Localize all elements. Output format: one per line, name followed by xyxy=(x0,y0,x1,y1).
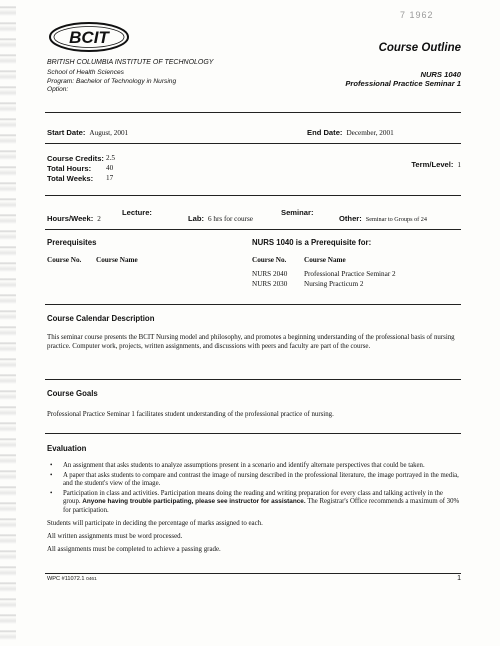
course-credits-value: 2.5 xyxy=(106,154,115,162)
list-item xyxy=(47,490,461,516)
divider xyxy=(45,112,461,113)
postreq-col-course-name: Course Name xyxy=(304,256,346,264)
divider xyxy=(45,379,461,380)
logo-text: BCIT xyxy=(69,28,109,47)
prereq-col-course-no: Course No. xyxy=(47,256,82,264)
other-label: Other: xyxy=(339,214,362,223)
prereq-col-course-name: Course Name xyxy=(96,256,138,264)
evaluation-title: Evaluation xyxy=(47,444,87,453)
hours-row xyxy=(47,208,101,226)
calendar-description-text: This seminar course presents the BCIT Nursing model and philosophy, and promotes a beginning understanding of the professional basis of nursing practice. Computer work, projects, written assignments, and discussions with peers and faculty are part of the course. xyxy=(47,334,455,350)
page-number: 1 xyxy=(457,575,461,582)
postreq-row-course-no: NURS 2030 xyxy=(252,280,288,288)
other-value: Seminar to Groups of 24 xyxy=(365,216,427,223)
seminar-label: Seminar: xyxy=(281,208,314,217)
form-code-sub: 0461 xyxy=(86,577,97,582)
school-name: School of Health Sciences xyxy=(47,69,124,76)
start-date xyxy=(47,122,128,140)
lab-value: 6 hrs for course xyxy=(208,215,253,223)
end-date xyxy=(307,122,394,140)
start-date-value: August, 2001 xyxy=(89,129,129,137)
lab-field xyxy=(188,208,253,226)
list-item xyxy=(47,462,461,471)
evaluation-item-text: A paper that asks students to compare and contrast the image of nursing described in the professional literature, the image portrayed in the media, and the student's view of the image. xyxy=(63,471,459,488)
postreq-col-course-no: Course No. xyxy=(252,256,287,264)
end-date-value: December, 2001 xyxy=(346,129,394,137)
lab-label: Lab: xyxy=(188,214,205,223)
postreq-row-course-name: Professional Practice Seminar 2 xyxy=(304,270,396,278)
list-item xyxy=(47,472,461,489)
course-code: NURS 1040 xyxy=(420,70,461,79)
divider xyxy=(45,229,461,230)
document-title: Course Outline xyxy=(378,42,461,54)
end-date-label: End Date: xyxy=(307,128,343,137)
calendar-description-title: Course Calendar Description xyxy=(47,314,155,323)
evaluation-note: All written assignments must be word processed. xyxy=(47,532,183,540)
evaluation-note: Students will participate in deciding the percentage of marks assigned to each. xyxy=(47,519,263,527)
prerequisites-title: Prerequisites xyxy=(47,238,97,247)
divider xyxy=(45,195,461,196)
evaluation-item-text: An assignment that asks students to analyze assumptions present in a scenario and identify alternate perspectives that could be taken. xyxy=(63,462,425,469)
evaluation-item-tail: The Registrar's Office recommends a maximum of 30% for participation. xyxy=(63,498,460,514)
scan-edge-artifact xyxy=(0,0,16,646)
divider xyxy=(45,433,461,434)
institute-name: BRITISH COLUMBIA INSTITUTE OF TECHNOLOGY xyxy=(47,59,214,66)
divider xyxy=(45,143,461,144)
total-weeks-label: Total Weeks: xyxy=(47,174,94,183)
form-code-number: WPC #11072.1 xyxy=(47,576,85,582)
term-level-label: Term/Level: xyxy=(411,160,454,169)
total-hours-value: 40 xyxy=(106,164,114,172)
hours-week-value: 2 xyxy=(97,215,101,223)
option-label: Option: xyxy=(47,86,69,93)
total-hours-label: Total Hours: xyxy=(47,164,92,173)
other-field xyxy=(339,208,461,226)
form-code xyxy=(47,576,97,582)
course-name: Professional Practice Seminar 1 xyxy=(345,79,461,88)
is-prerequisite-title: NURS 1040 is a Prerequisite for: xyxy=(252,238,372,247)
footer-divider xyxy=(45,573,461,574)
course-goals-text: Professional Practice Seminar 1 facilitates student understanding of the professional practice of nursing. xyxy=(47,411,334,418)
postreq-row-course-no: NURS 2040 xyxy=(252,270,288,278)
divider xyxy=(45,304,461,305)
evaluation-note: All assignments must be completed to achieve a passing grade. xyxy=(47,545,221,553)
hours-week-label: Hours/Week: xyxy=(47,214,94,223)
evaluation-list xyxy=(47,462,461,554)
program-name: Program: Bachelor of Technology in Nursing xyxy=(47,77,177,85)
course-goals-title: Course Goals xyxy=(47,389,98,398)
bcit-logo xyxy=(47,19,131,55)
term-level-value: 1 xyxy=(457,161,461,169)
evaluation-item-bold: Anyone having trouble participating, please see instructor for assistance. xyxy=(82,498,306,506)
received-stamp: 7 1962 xyxy=(400,10,434,20)
total-weeks-value: 17 xyxy=(106,174,114,182)
evaluation-item-text: Participation in class and activities. Participation means doing the reading and writing preparation for every class and talking actively in the group. xyxy=(63,489,443,506)
postreq-row-course-name: Nursing Practicum 2 xyxy=(304,280,364,288)
term-level xyxy=(411,154,461,172)
lecture-label: Lecture: xyxy=(122,208,152,217)
start-date-label: Start Date: xyxy=(47,128,86,137)
course-credits-label: Course Credits: xyxy=(47,154,104,163)
